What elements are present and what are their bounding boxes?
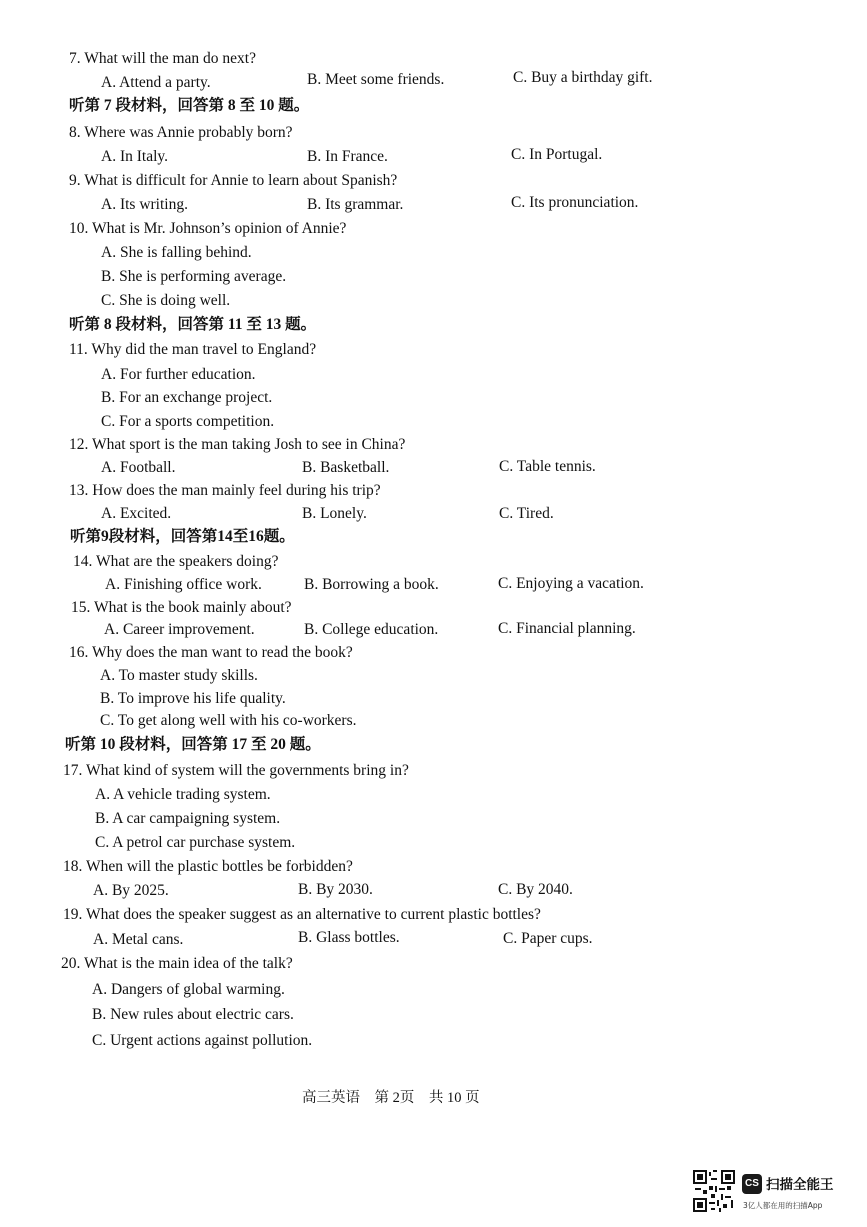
question-stem: 11. Why did the man travel to England? (69, 341, 317, 358)
answer-option: C. Buy a birthday gift. (513, 69, 653, 86)
question-stem: 8. Where was Annie probably born? (69, 124, 293, 141)
question-stem: 9. What is difficult for Annie to learn about Spanish? (69, 172, 398, 189)
answer-option: C. Table tennis. (499, 458, 596, 475)
answer-option: A. Metal cans. (93, 931, 184, 948)
answer-option: B. Basketball. (302, 459, 390, 476)
answer-option: A. By 2025. (93, 882, 169, 899)
question-stem: 12. What sport is the man taking Josh to see in China? (69, 436, 406, 453)
camscanner-logo-icon: CS (742, 1174, 762, 1194)
answer-option: C. Paper cups. (503, 930, 593, 947)
answer-option: C. For a sports competition. (101, 413, 275, 430)
answer-option: A. Dangers of global warming. (92, 981, 285, 998)
question-stem: 19. What does the speaker suggest as an alternative to current plastic bottles? (63, 906, 541, 923)
question-stem: 14. What are the speakers doing? (73, 553, 279, 570)
answer-option: C. Urgent actions against pollution. (92, 1032, 313, 1049)
answer-option: B. A car campaigning system. (95, 810, 281, 827)
answer-option: A. For further education. (101, 366, 256, 383)
watermark-app-name: 扫描全能王 (766, 1177, 834, 1193)
page-footer: 高三英语 第 2页 共 10 页 (302, 1090, 480, 1106)
answer-option: C. By 2040. (498, 881, 573, 898)
answer-option: C. To get along well with his co-workers. (100, 712, 357, 729)
question-stem: 13. How does the man mainly feel during his trip? (69, 482, 381, 499)
answer-option: A. Excited. (101, 505, 172, 522)
section-heading: 听第 8 段材料，回答第 11 至 13 题。 (69, 316, 317, 333)
question-stem: 20. What is the main idea of the talk? (61, 955, 293, 972)
question-stem: 10. What is Mr. Johnson’s opinion of Annie? (69, 220, 347, 237)
answer-option: C. Its pronunciation. (511, 194, 639, 211)
answer-option: A. Career improvement. (104, 621, 255, 638)
answer-option: B. In France. (307, 148, 388, 165)
answer-option: B. Glass bottles. (298, 929, 400, 946)
answer-option: B. By 2030. (298, 881, 373, 898)
answer-option: B. To improve his life quality. (100, 690, 286, 707)
answer-option: B. Borrowing a book. (304, 576, 439, 593)
question-stem: 7. What will the man do next? (69, 50, 256, 67)
section-heading: 听第 7 段材料，回答第 8 至 10 题。 (69, 97, 310, 114)
answer-option: A. Finishing office work. (105, 576, 262, 593)
answer-option: A. She is falling behind. (101, 244, 252, 261)
answer-option: B. For an exchange project. (101, 389, 273, 406)
question-stem: 18. When will the plastic bottles be forbidden? (63, 858, 353, 875)
camscanner-watermark (693, 1170, 855, 1218)
answer-option: A. In Italy. (101, 148, 169, 165)
answer-option: C. She is doing well. (101, 292, 231, 309)
section-heading: 听第9段材料，回答第14至16题。 (70, 528, 295, 545)
answer-option: B. New rules about electric cars. (92, 1006, 294, 1023)
answer-option: A. Football. (101, 459, 176, 476)
qr-code-icon (693, 1170, 735, 1212)
watermark-tagline: 3亿人都在用的扫描App (743, 1201, 823, 1210)
answer-option: B. Meet some friends. (307, 71, 445, 88)
answer-option: B. College education. (304, 621, 439, 638)
question-stem: 16. Why does the man want to read the book? (69, 644, 353, 661)
answer-option: B. Its grammar. (307, 196, 404, 213)
answer-option: C. A petrol car purchase system. (95, 834, 296, 851)
section-heading: 听第 10 段材料，回答第 17 至 20 题。 (65, 736, 321, 753)
answer-option: A. Its writing. (101, 196, 188, 213)
answer-option: B. Lonely. (302, 505, 367, 522)
answer-option: C. Tired. (499, 505, 554, 522)
answer-option: B. She is performing average. (101, 268, 287, 285)
answer-option: A. To master study skills. (100, 667, 258, 684)
question-stem: 17. What kind of system will the governments bring in? (63, 762, 409, 779)
question-stem: 15. What is the book mainly about? (71, 599, 292, 616)
answer-option: A. Attend a party. (101, 74, 211, 91)
answer-option: A. A vehicle trading system. (95, 786, 271, 803)
answer-option: C. Financial planning. (498, 620, 636, 637)
answer-option: C. Enjoying a vacation. (498, 575, 644, 592)
answer-option: C. In Portugal. (511, 146, 603, 163)
